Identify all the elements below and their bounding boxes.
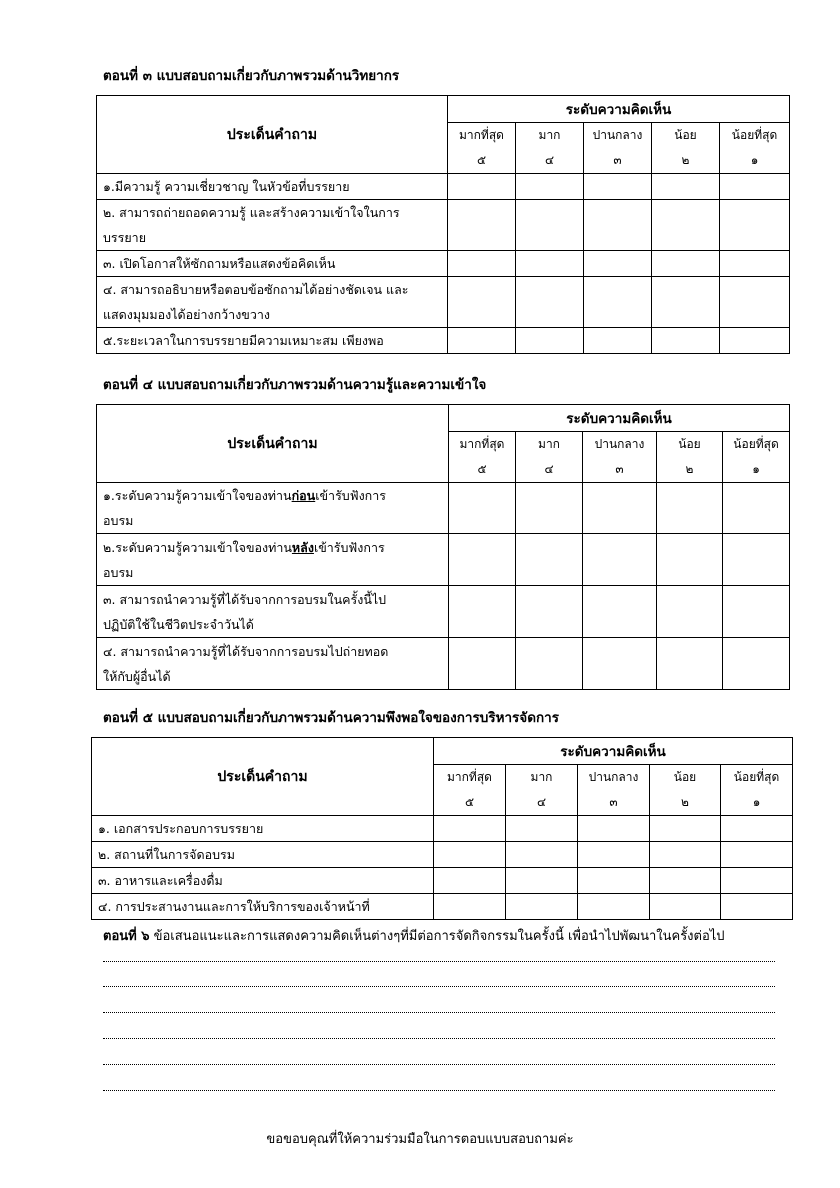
level-label: ปานกลาง bbox=[592, 128, 643, 142]
rating-cell[interactable] bbox=[657, 586, 723, 638]
rating-cell[interactable] bbox=[516, 534, 583, 586]
level-label: มาก bbox=[538, 128, 561, 142]
level-label: มากที่สุด bbox=[447, 770, 492, 784]
level-number: ๕ bbox=[477, 462, 487, 476]
table-row bbox=[92, 868, 793, 894]
level-number: ๒ bbox=[681, 153, 690, 167]
item-text: ๓. เปิดโอกาสให้ซักถามหรือแสดงข้อคิดเห็น bbox=[103, 256, 336, 271]
item-text: ๔. สามารถนำความรู้ที่ได้รับจากการอบรมไปถ่ายทอด bbox=[103, 643, 389, 659]
section4-table bbox=[96, 404, 790, 690]
rating-cell[interactable] bbox=[449, 586, 516, 638]
rating-cell[interactable] bbox=[723, 638, 790, 690]
item-text: ๒.ระดับความรู้ความเข้าใจของท่าน bbox=[103, 539, 292, 555]
level-label: ปานกลาง bbox=[588, 770, 639, 784]
level-label: น้อยที่สุด bbox=[733, 770, 780, 784]
level-number: ๓ bbox=[609, 795, 618, 809]
level-number: ๓ bbox=[615, 462, 624, 476]
table-row bbox=[97, 586, 790, 638]
rating-cell[interactable] bbox=[448, 328, 516, 354]
level-number: ๕ bbox=[464, 795, 475, 809]
rating-cell[interactable] bbox=[516, 638, 583, 690]
level-label: มากที่สุด bbox=[459, 437, 505, 451]
item-text: ๑.มีความรู้ ความเชี่ยวชาญ ในหัวข้อที่บรรยาย bbox=[103, 179, 350, 194]
rating-cell[interactable] bbox=[583, 586, 657, 638]
level-label: มากที่สุด bbox=[459, 128, 504, 142]
level-number: ๔ bbox=[544, 153, 555, 167]
rating-cell[interactable] bbox=[720, 277, 790, 328]
rating-cell[interactable] bbox=[584, 277, 652, 328]
rating-cell[interactable] bbox=[657, 534, 723, 586]
rating-cell[interactable] bbox=[578, 894, 650, 920]
rating-cell[interactable] bbox=[434, 842, 506, 868]
table-row bbox=[97, 277, 790, 328]
item-emphasis: ก่อน bbox=[291, 488, 316, 503]
rating-cell[interactable] bbox=[650, 894, 721, 920]
rating-cell[interactable] bbox=[723, 534, 790, 586]
table-row bbox=[97, 638, 790, 690]
rating-cell[interactable] bbox=[584, 174, 652, 200]
item-text: ๒. สถานที่ในการจัดอบรม bbox=[98, 847, 235, 862]
item-text-line2: แสดงมุมมองได้อย่างกว้างขวาง bbox=[103, 307, 270, 322]
rating-cell[interactable] bbox=[516, 277, 584, 328]
level-number: ๑ bbox=[750, 153, 759, 167]
question-header: ประเด็นคำถาม bbox=[97, 405, 449, 483]
table-row bbox=[92, 894, 793, 920]
table-row bbox=[97, 534, 790, 586]
rating-cell[interactable] bbox=[652, 277, 720, 328]
rating-cell[interactable] bbox=[721, 894, 793, 920]
rating-cell[interactable] bbox=[449, 483, 516, 534]
item-text: ๕.ระยะเวลาในการบรรยายมีความเหมาะสม เพียงพอ bbox=[103, 333, 384, 348]
rating-cell[interactable] bbox=[720, 328, 790, 354]
comment-line[interactable] bbox=[103, 1064, 775, 1065]
level-number: ๓ bbox=[613, 153, 622, 167]
item-text: ๓. สามารถนำความรู้ที่ได้รับจากการอบรมในครั้งนี้ไป bbox=[103, 591, 387, 607]
level-header: ระดับความคิดเห็น bbox=[449, 405, 790, 432]
section6-title bbox=[103, 925, 725, 946]
rating-cell[interactable] bbox=[578, 842, 650, 868]
rating-cell[interactable] bbox=[652, 328, 720, 354]
level-label: น้อยที่สุด bbox=[731, 128, 778, 142]
table-row bbox=[97, 174, 790, 200]
comment-line[interactable] bbox=[103, 1038, 775, 1039]
level-label: มาก bbox=[538, 437, 560, 451]
item-text-line2: อบรม bbox=[103, 564, 134, 580]
rating-cell[interactable] bbox=[583, 638, 657, 690]
table-row bbox=[92, 816, 793, 842]
item-text: ๒. สามารถถ่ายถอดความรู้ และสร้างความเข้าใจในการ bbox=[103, 205, 400, 220]
rating-cell[interactable] bbox=[723, 586, 790, 638]
item-emphasis: หลัง bbox=[291, 539, 314, 555]
item-text: ๔. สามารถอธิบายหรือตอบข้อซักถามได้อย่างชัดเจน และ bbox=[103, 282, 409, 297]
item-text: ๑.ระดับความรู้ความเข้าใจของท่าน bbox=[103, 488, 292, 503]
rating-cell[interactable] bbox=[516, 586, 583, 638]
footer-thanks: ขอขอบคุณที่ให้ความร่วมมือในการตอบแบบสอบถามค่ะ bbox=[266, 1132, 574, 1147]
rating-cell[interactable] bbox=[650, 842, 721, 868]
level-number: ๑ bbox=[752, 462, 760, 476]
rating-cell[interactable] bbox=[506, 842, 578, 868]
rating-cell[interactable] bbox=[578, 868, 650, 894]
comment-line[interactable] bbox=[103, 986, 775, 987]
level-number: ๑ bbox=[752, 795, 761, 809]
item-text: ๔. การประสานงานและการให้บริการของเจ้าหน้าที่ bbox=[98, 899, 370, 914]
level-label: ปานกลาง bbox=[594, 437, 645, 451]
level-label: มาก bbox=[530, 770, 553, 784]
rating-cell[interactable] bbox=[578, 816, 650, 842]
rating-cell[interactable] bbox=[434, 868, 506, 894]
rating-cell[interactable] bbox=[448, 200, 516, 251]
comment-line[interactable] bbox=[103, 961, 775, 962]
section5-table bbox=[91, 737, 793, 920]
section5-title: ตอนที่ ๕ แบบสอบถามเกี่ยวกับภาพรวมด้านความพึงพอใจของการบริหารจัดการ bbox=[103, 710, 559, 726]
item-text-line2: ปฏิบัติใช้ในชีวิตประจำวันได้ bbox=[103, 616, 254, 632]
table-row bbox=[97, 328, 790, 354]
level-number: ๕ bbox=[476, 153, 487, 167]
rating-cell[interactable] bbox=[506, 894, 578, 920]
rating-cell[interactable] bbox=[448, 251, 516, 277]
section6-text: ข้อเสนอแนะและการแสดงความคิดเห็นต่างๆที่มีต่อการจัดกิจกรรมในครั้งนี้ เพื่อนำไปพัฒนาในครั้งต่อไป bbox=[149, 929, 725, 944]
rating-cell[interactable] bbox=[506, 868, 578, 894]
item-text-end: เข้ารับฟังการ bbox=[315, 488, 386, 503]
rating-cell[interactable] bbox=[434, 816, 506, 842]
level-number: ๔ bbox=[536, 795, 547, 809]
rating-cell[interactable] bbox=[720, 251, 790, 277]
rating-cell[interactable] bbox=[650, 868, 721, 894]
rating-cell[interactable] bbox=[516, 251, 584, 277]
level-label: น้อย bbox=[678, 437, 701, 451]
level-number: ๒ bbox=[685, 462, 694, 476]
rating-cell[interactable] bbox=[721, 816, 793, 842]
table-row bbox=[97, 483, 790, 534]
rating-cell[interactable] bbox=[657, 638, 723, 690]
rating-cell[interactable] bbox=[652, 200, 720, 251]
rating-cell[interactable] bbox=[583, 483, 657, 534]
rating-cell[interactable] bbox=[657, 483, 723, 534]
item-text-line2: บรรยาย bbox=[103, 230, 147, 245]
comment-line[interactable] bbox=[103, 1012, 775, 1013]
rating-cell[interactable] bbox=[449, 534, 516, 586]
rating-cell[interactable] bbox=[448, 277, 516, 328]
level-label: น้อย bbox=[674, 128, 697, 142]
level-label: น้อยที่สุด bbox=[733, 437, 779, 451]
rating-cell[interactable] bbox=[584, 251, 652, 277]
rating-cell[interactable] bbox=[516, 328, 584, 354]
rating-cell[interactable] bbox=[448, 174, 516, 200]
rating-cell[interactable] bbox=[650, 816, 721, 842]
item-text: ๓. อาหารและเครื่องดื่ม bbox=[98, 873, 223, 888]
rating-cell[interactable] bbox=[584, 328, 652, 354]
item-text: ๑. เอกสารประกอบการบรรยาย bbox=[98, 821, 264, 836]
rating-cell[interactable] bbox=[584, 200, 652, 251]
table-row bbox=[97, 251, 790, 277]
section3-title: ตอนที่ ๓ แบบสอบถามเกี่ยวกับภาพรวมด้านวิทยากร bbox=[103, 68, 400, 84]
rating-cell[interactable] bbox=[721, 842, 793, 868]
rating-cell[interactable] bbox=[516, 174, 584, 200]
level-number: ๔ bbox=[544, 462, 554, 476]
rating-cell[interactable] bbox=[434, 894, 506, 920]
rating-cell[interactable] bbox=[652, 174, 720, 200]
item-text-line2: ให้กับผู้อื่นได้ bbox=[103, 668, 171, 684]
table-row bbox=[97, 200, 790, 251]
rating-cell[interactable] bbox=[516, 200, 584, 251]
table-row bbox=[92, 842, 793, 868]
question-header: ประเด็นคำถาม bbox=[97, 96, 448, 174]
section4-title: ตอนที่ ๔ แบบสอบถามเกี่ยวกับภาพรวมด้านความรู้และความเข้าใจ bbox=[103, 377, 487, 393]
item-text-end: เข้ารับฟังการ bbox=[313, 539, 385, 555]
section6-label: ตอนที่ ๖ bbox=[103, 929, 150, 944]
rating-cell[interactable] bbox=[449, 638, 516, 690]
comment-line[interactable] bbox=[103, 1090, 775, 1091]
item-text-line2: อบรม bbox=[103, 513, 134, 528]
level-header: ระดับความคิดเห็น bbox=[448, 96, 790, 123]
rating-cell[interactable] bbox=[723, 483, 790, 534]
rating-cell[interactable] bbox=[583, 534, 657, 586]
level-header: ระดับความคิดเห็น bbox=[434, 738, 793, 765]
question-header: ประเด็นคำถาม bbox=[92, 738, 434, 816]
rating-cell[interactable] bbox=[721, 868, 793, 894]
rating-cell[interactable] bbox=[720, 200, 790, 251]
rating-cell[interactable] bbox=[720, 174, 790, 200]
rating-cell[interactable] bbox=[516, 483, 583, 534]
section3-table bbox=[96, 95, 790, 354]
level-number: ๒ bbox=[681, 795, 689, 809]
rating-cell[interactable] bbox=[506, 816, 578, 842]
level-label: น้อย bbox=[673, 770, 697, 784]
rating-cell[interactable] bbox=[652, 251, 720, 277]
